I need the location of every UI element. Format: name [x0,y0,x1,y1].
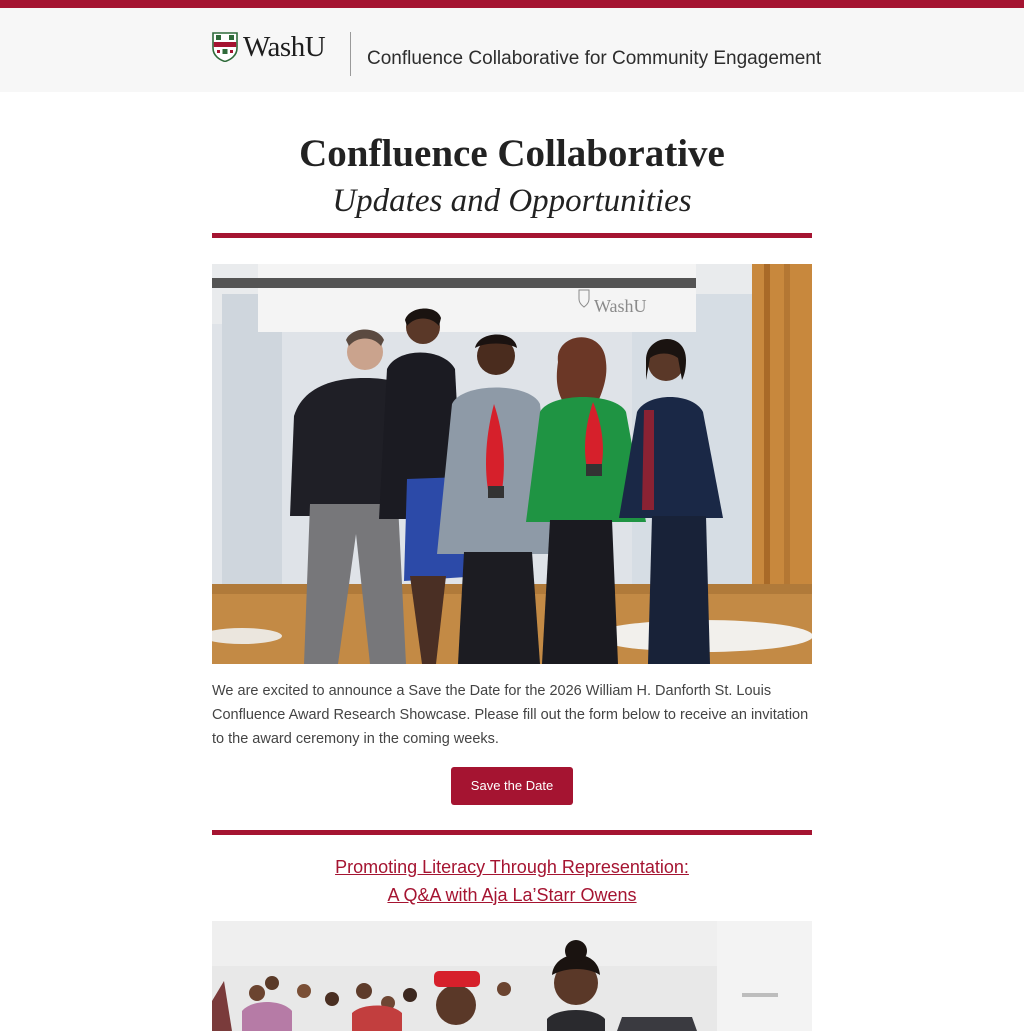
top-accent-bar [0,0,1024,8]
newsletter-subtitle: Updates and Opportunities [332,183,692,219]
header-divider [350,32,351,76]
article-title-line2[interactable]: A Q&A with Aja La’Starr Owens [387,885,637,905]
showcase-announcement: We are excited to announce a Save the Date for the 2026 William H. Danforth St. Louis Confluence Award Research Showcase. Please fill out the form below to receive an invitation to the award ceremony in the coming weeks. [212,683,809,747]
section-divider [212,233,812,238]
email-header [0,8,1024,92]
washu-shield-icon [212,32,238,62]
save-the-date-button[interactable]: Save the Date [451,767,573,805]
section-divider [212,830,812,835]
literacy-event-photo [212,921,812,1031]
svg-text:WashU: WashU [594,296,647,316]
logo-wordmark: WashU [243,31,326,63]
unit-name: Confluence Collaborative for Community Engagement [367,48,822,69]
button-wrapper [212,767,812,805]
article-title-line1[interactable]: Promoting Literacy Through Representation: [335,857,689,877]
washu-logo[interactable] [212,32,325,62]
newsletter-title: Confluence Collaborative [299,132,725,175]
article-title-link[interactable] [212,853,812,909]
award-recipients-photo [212,264,812,664]
newsletter-body [212,92,812,1031]
